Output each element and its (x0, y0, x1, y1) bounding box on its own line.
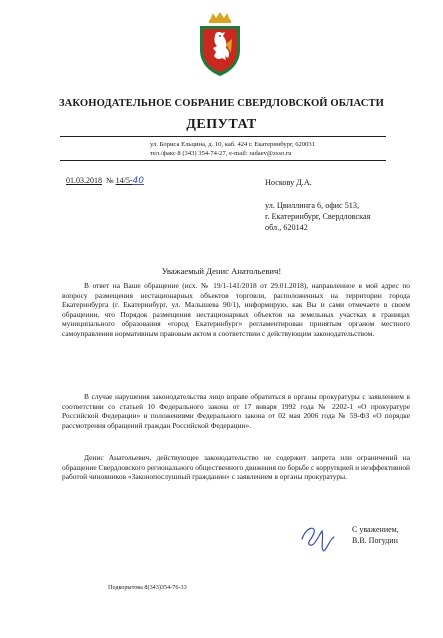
body-paragraph: В ответ на Ваше обращение (исх. № 19/1-141/2018 от 29.01.2018), направленное в мой адрес по вопросу размещения нестационарных объектов торговли, расположенных на территории города Екатеринбурга (г. Екатеринбург, ул. Малышева 90/1), информирую, как Вы и сами отмечаете в своем обращении, что Порядок размещения нестационарных объектов на земельных участках в границах муниципального образования «город Екатеринбург» регламентирован принятым органом местного самоуправления нормативным правовым актом в соответствии с действующим законодательством. (62, 281, 410, 338)
deputy-title: ДЕПУТАТ (186, 117, 257, 132)
contact-line: тел./факс 8 (343) 354-74-27, e-mail: radaev@zsso.ru (150, 150, 292, 157)
recipient-address-line: г. Екатеринбург, Свердловская (265, 212, 371, 221)
address-line: ул. Бориса Ельцина, д. 10, каб. 424 г. Екатеринбург, 620031 (150, 141, 316, 148)
letterhead-rule (60, 136, 386, 137)
coat-of-arms-emblem (196, 10, 244, 78)
handwritten-signature (296, 517, 340, 555)
registration-line (66, 176, 144, 186)
letter-number: 14/5- (115, 176, 133, 185)
recipient-address-line: обл., 620142 (265, 223, 308, 232)
salutation: Уважаемый Денис Анатольевич! (161, 266, 282, 276)
organization-name: ЗАКОНОДАТЕЛЬНОЕ СОБРАНИЕ СВЕРДЛОВСКОЙ ОБЛАСТИ (58, 98, 385, 109)
number-label: № (106, 176, 114, 185)
body-paragraph: В случае нарушения законодательства лицо вправе обратиться в органы прокуратуры с заявлением в соответствии со статьей 10 Федерального закона от 17 января 1992 года № 2202-1 «О прокуратуре Российской Федерации» и положениями Федерального закона от 02 мая 2006 года № 59-ФЗ «О порядке рассмотрения обращений граждан Российской Федерации». (62, 392, 410, 430)
handwritten-number: 40 (132, 176, 144, 186)
recipient-name: Носкову Д.А. (265, 178, 312, 187)
closing-regards: С уважением, (352, 525, 399, 534)
executor-contact: Подкорытова 8(343)354-76-33 (108, 584, 187, 591)
signer-name: В.В. Погудин (352, 536, 398, 545)
recipient-address-line: ул. Цвиллинга 6, офис 513, (265, 201, 360, 210)
body-paragraph: Денис Анатольевич, действующее законодательство не содержит запрета или ограничений на обращение Свердловского регионального общественного движения по борьбе с коррупцией и неэффективной работой чиновников «Законопослушный гражданин» с заявлением в органы прокуратуры. (62, 453, 410, 482)
letter-date: 01.03.2018 (66, 176, 102, 185)
letterhead-rule (60, 160, 386, 161)
